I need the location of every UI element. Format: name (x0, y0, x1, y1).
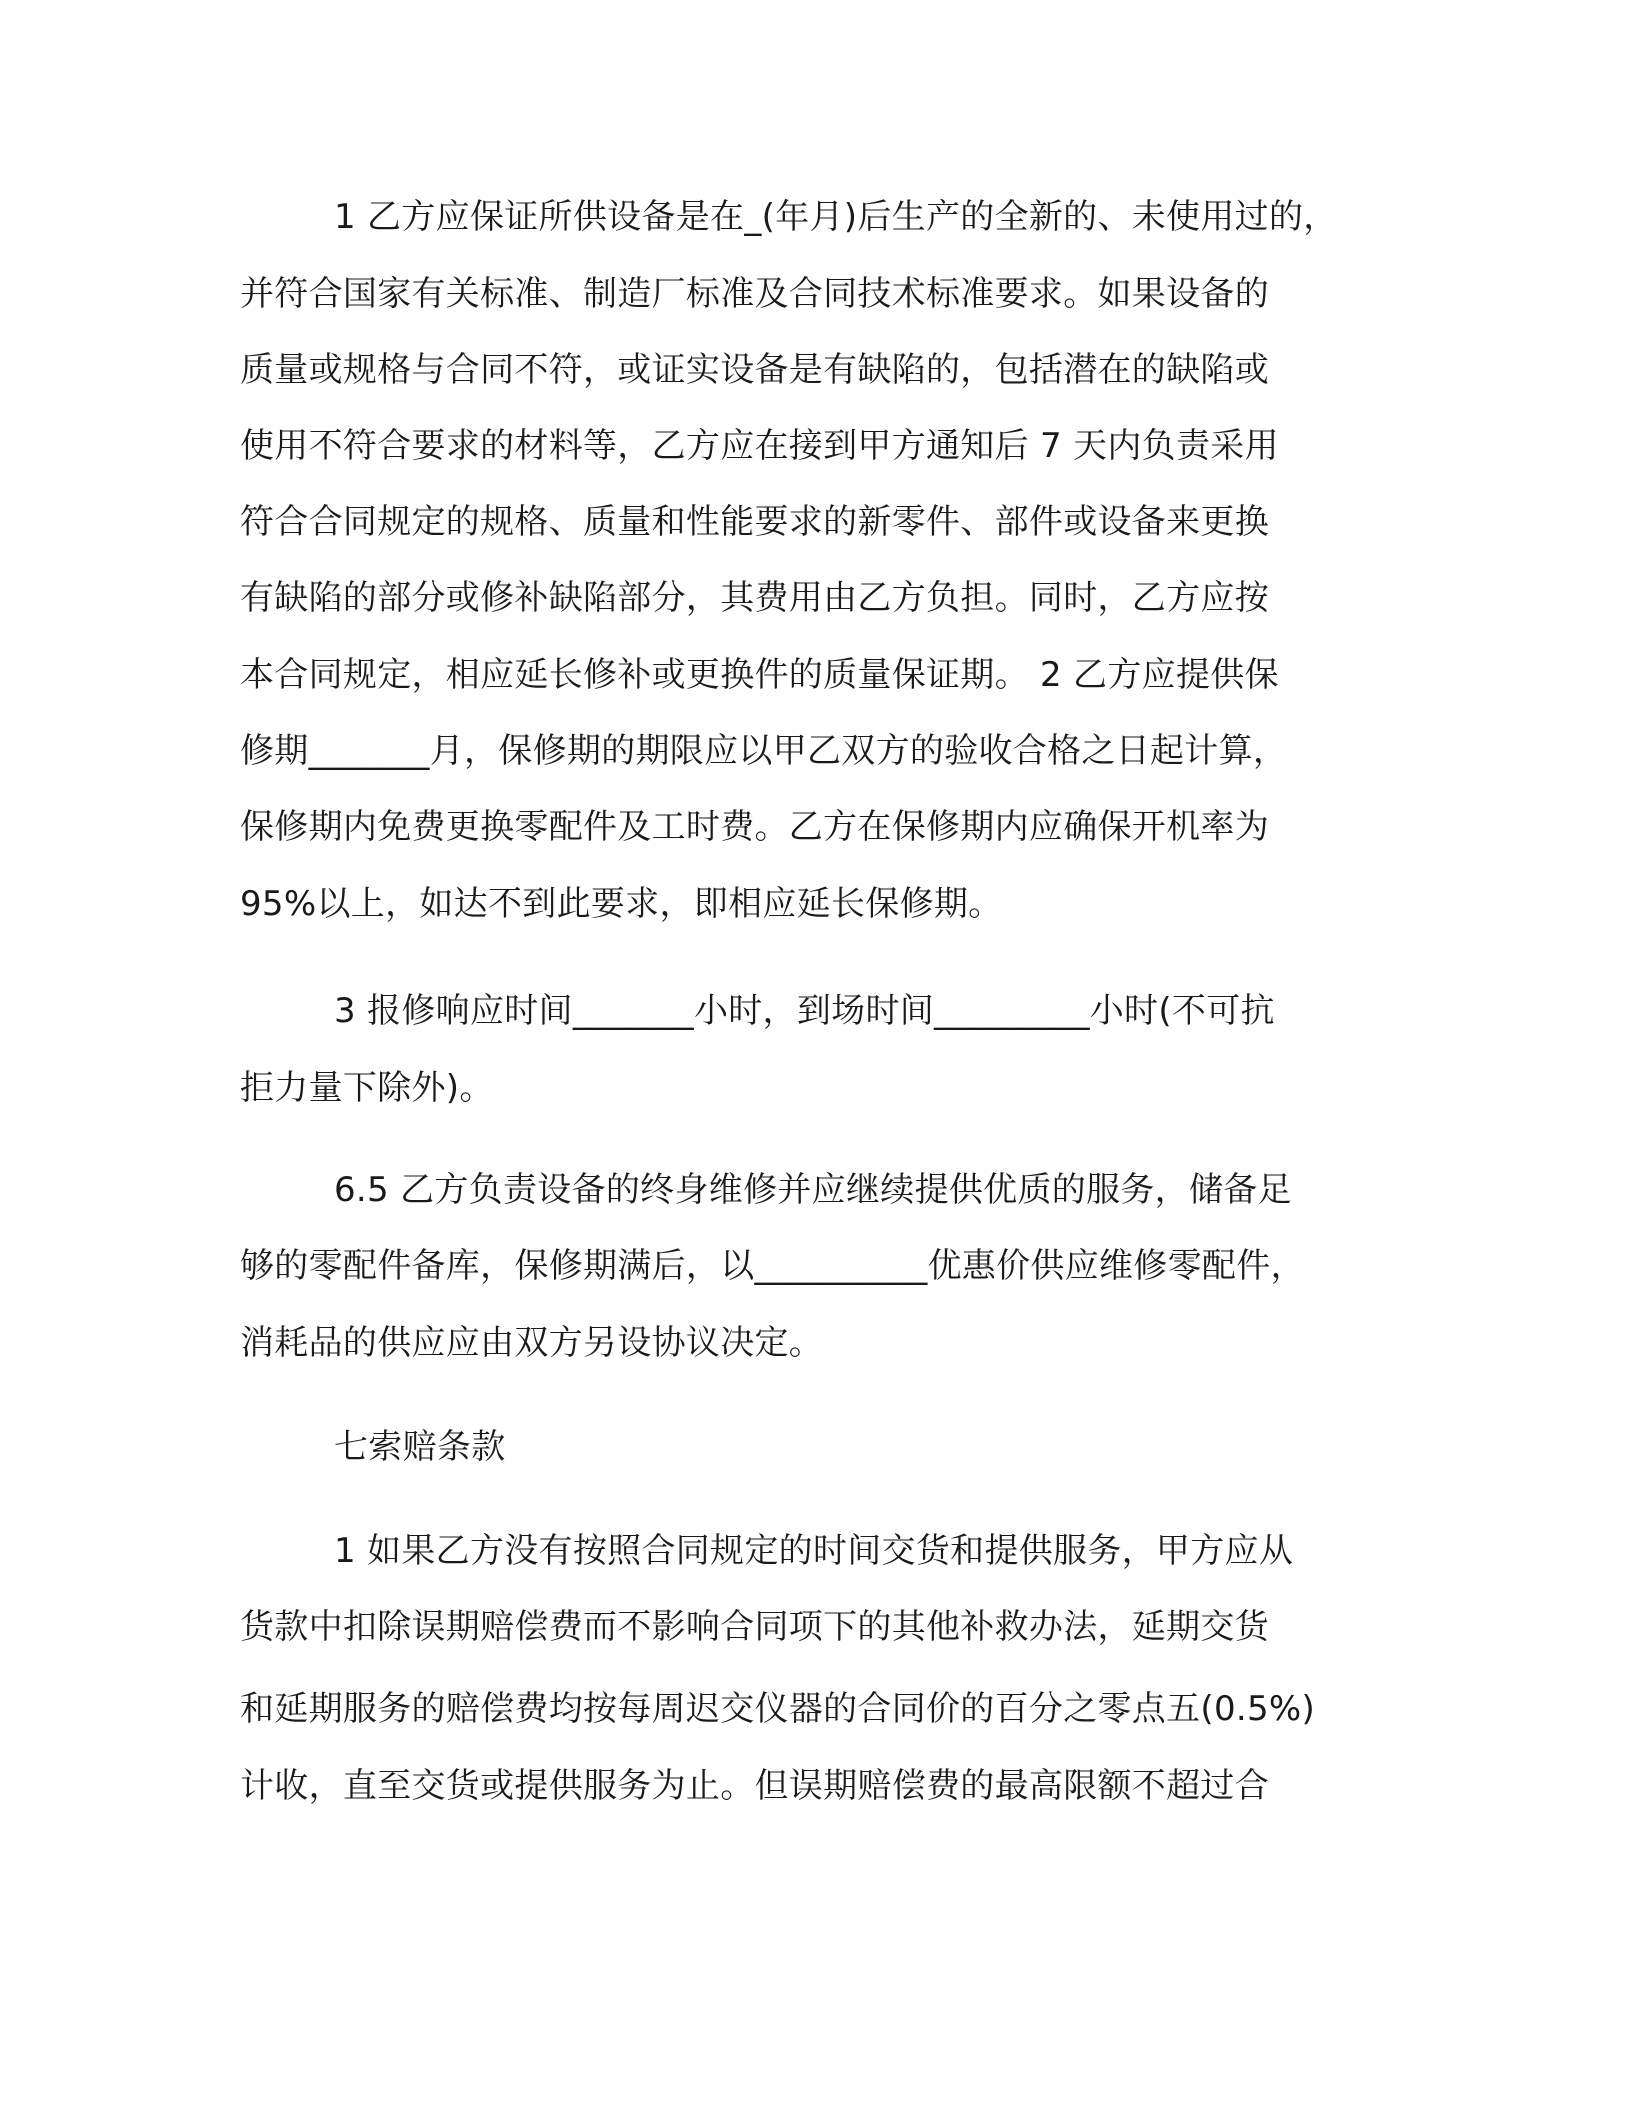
text-line: 保修期内免费更换零配件及工时费。乙方在保修期内应确保开机率为 (240, 807, 1269, 847)
text-line: 本合同规定，相应延长修补或更换件的质量保证期。 2 乙方应提供保 (240, 655, 1279, 695)
text-line: 符合合同规定的规格、质量和性能要求的新零件、部件或设备来更换 (240, 502, 1269, 542)
text-line: 1 乙方应保证所供设备是在_(年月)后生产的全新的、未使用过的， (334, 197, 1338, 237)
section-heading: 七索赔条款 (334, 1427, 506, 1467)
text-line: 计收，直至交货或提供服务为止。但误期赔偿费的最高限额不超过合 (240, 1766, 1269, 1806)
text-line: 和延期服务的赔偿费均按每周迟交仪器的合同价的百分之零点五(0.5%) (240, 1689, 1316, 1729)
text-line: 使用不符合要求的材料等，乙方应在接到甲方通知后 7 天内负责采用 (240, 426, 1279, 466)
text-line: 95%以上，如达不到此要求，即相应延长保修期。 (240, 884, 1003, 924)
text-line: 消耗品的供应应由双方另设协议决定。 (240, 1323, 824, 1363)
text-line: 修期_______月，保修期的期限应以甲乙双方的验收合格之日起计算， (240, 731, 1288, 771)
text-line: 够的零配件备库，保修期满后，以__________优惠价供应维修零配件， (240, 1246, 1305, 1286)
text-line: 质量或规格与合同不符，或证实设备是有缺陷的，包括潜在的缺陷或 (240, 350, 1269, 390)
text-line: 有缺陷的部分或修补缺陷部分，其费用由乙方负担。同时，乙方应按 (240, 578, 1269, 618)
text-line: 3 报修响应时间_______小时，到场时间_________小时(不可抗 (334, 991, 1275, 1031)
text-line: 拒力量下除外)。 (240, 1068, 494, 1108)
text-line: 并符合国家有关标准、制造厂标准及合同技术标准要求。如果设备的 (240, 274, 1269, 314)
text-line: 1 如果乙方没有按照合同规定的时间交货和提供服务，甲方应从 (334, 1531, 1294, 1571)
text-line: 货款中扣除误期赔偿费而不影响合同项下的其他补救办法，延期交货 (240, 1607, 1269, 1647)
text-line: 6.5 乙方负责设备的终身维修并应继续提供优质的服务，储备足 (334, 1170, 1292, 1210)
